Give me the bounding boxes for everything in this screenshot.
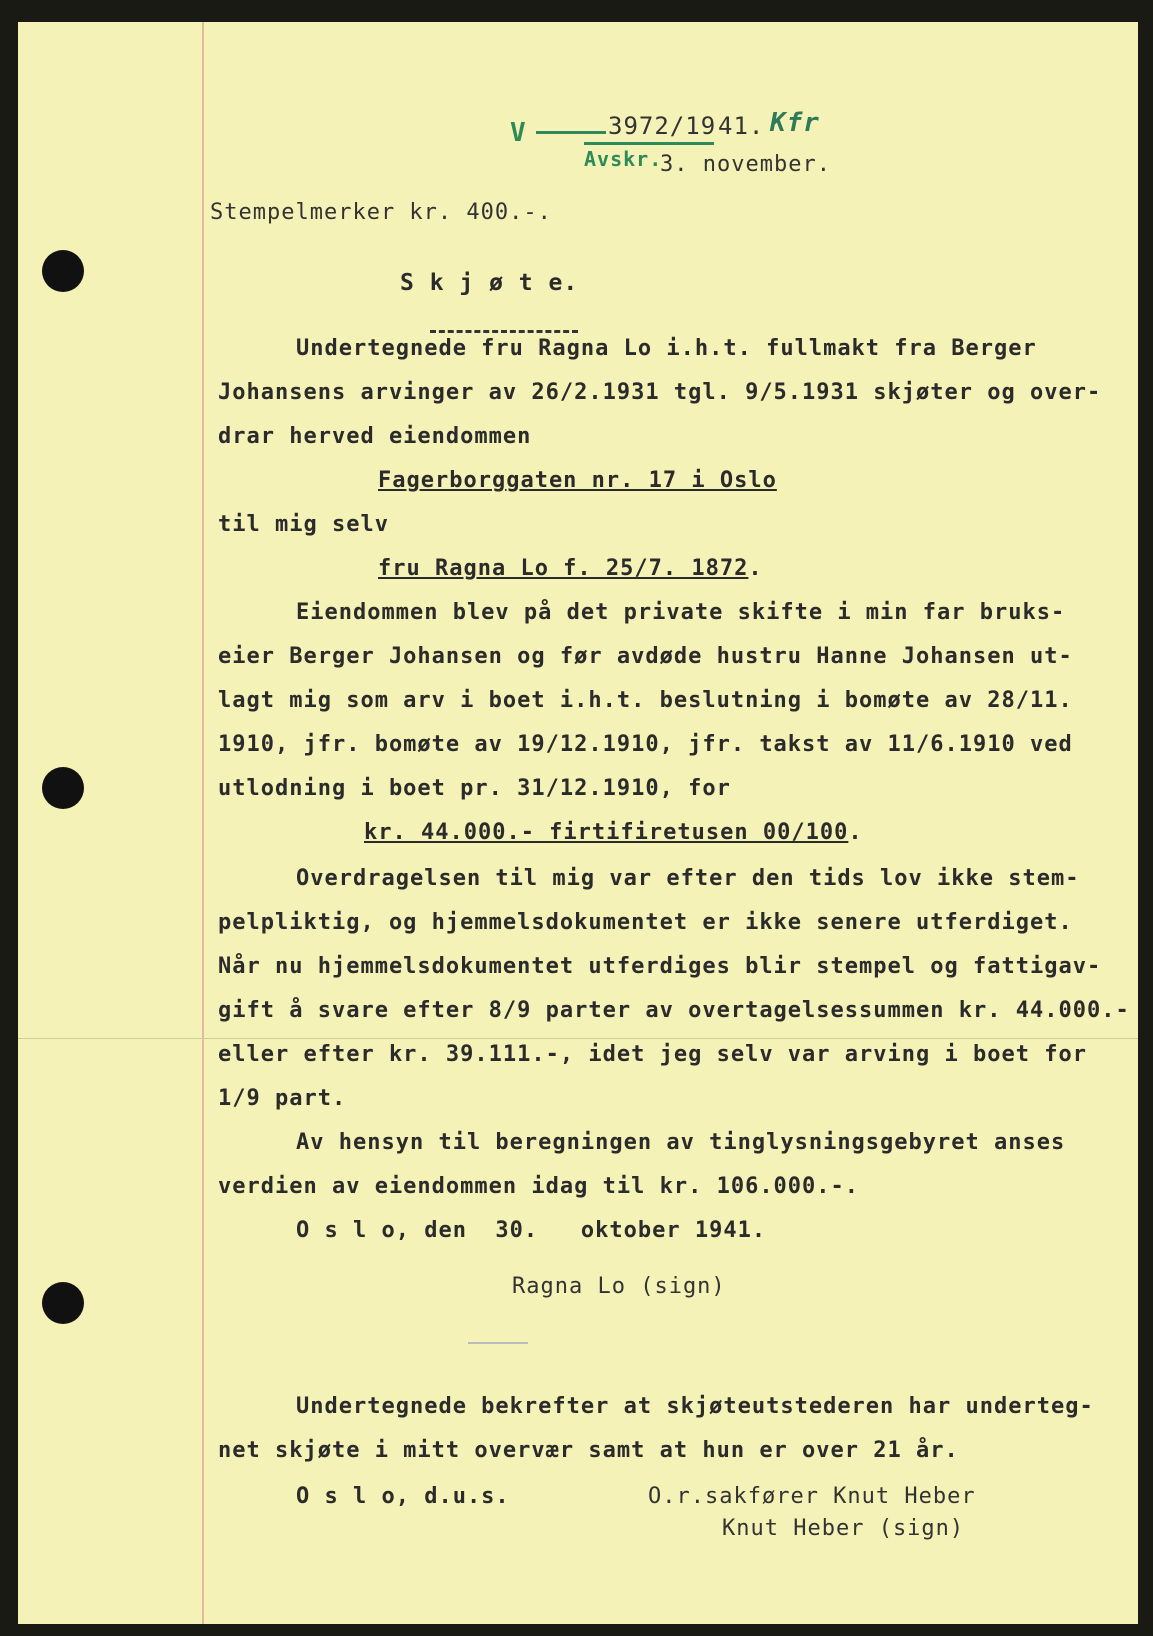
punch-hole-icon [42,1282,84,1324]
body-line: Eiendommen blev på det private skifte i min far bruks- [296,600,1066,625]
stamp-prefix: V [510,118,527,148]
document-title: S k j ø t e. [400,270,579,296]
margin-line [202,22,204,1624]
body-line: Når nu hjemmelsdokumentet utferdiges blir stempel og fattigav- [218,954,1102,979]
body-line: utlodning i boet pr. 31/12.1910, for [218,776,731,801]
body-line: gift å svare efter 8/9 parter av overtagelsessummen kr. 44.000.- [218,998,1130,1023]
punch-hole-icon [42,767,84,809]
stamp-underline [536,131,606,134]
place-date: O s l o, den 30. oktober 1941. [296,1218,767,1243]
fold-line [18,1038,1138,1039]
witness-signature: Knut Heber (sign) [722,1516,965,1541]
stamp-date: 3. november. [660,152,831,177]
punch-hole-icon [42,250,84,292]
witness-line: net skjøte i mitt overvær samt at hun er over 21 år. [218,1438,959,1463]
amount: kr. 44.000.- firtifiretusen 00/100 [364,820,849,845]
body-line: pelpliktig, og hjemmelsdokumentet er ikke senere utferdiget. [218,910,1073,935]
body-line: drar herved eiendommen [218,424,532,449]
stamp-year: 41. [718,112,765,140]
body-line: Johansens arvinger av 26/2.1931 tgl. 9/5.1931 skjøter og over- [218,380,1102,405]
stamp-avskr: Avskr. [584,147,663,171]
signature: Ragna Lo (sign) [512,1274,726,1299]
pen-mark [468,1342,528,1344]
body-line: eller efter kr. 39.111.-, idet jeg selv var arving i boet for [218,1042,1087,1067]
buyer-period: . [748,556,763,581]
stamp-initials: Kfr [770,108,820,138]
body-line: til mig selv [218,512,389,537]
body-line: 1910, jfr. bomøte av 19/12.1910, jfr. takst av 11/6.1910 ved [218,732,1073,757]
document-page [18,22,1138,1624]
body-line: eier Berger Johansen og før avdøde hustru Hanne Johansen ut- [218,644,1073,669]
property-address: Fagerborggaten nr. 17 i Oslo [378,468,777,493]
witness-place: O s l o, d.u.s. [296,1484,510,1509]
body-line: Overdragelsen til mig var efter den tids lov ikke stem- [296,866,1080,891]
title-underline [430,330,578,333]
stamp-rule [584,142,714,145]
stamp-fee-line: Stempelmerker kr. 400.-. [210,200,552,225]
amount-period: . [848,820,863,845]
buyer-name: fru Ragna Lo f. 25/7. 1872 [378,556,749,581]
body-line: verdien av eiendommen idag til kr. 106.000.-. [218,1174,860,1199]
witness-title: O.r.sakfører Knut Heber [648,1484,976,1509]
body-line: lagt mig som arv i boet i.h.t. beslutning i bomøte av 28/11. [218,688,1073,713]
stamp-number: 3972/19 [608,112,717,140]
body-line: Av hensyn til beregningen av tinglysningsgebyret anses [296,1130,1066,1155]
body-line: Undertegnede fru Ragna Lo i.h.t. fullmakt fra Berger [296,336,1037,361]
body-line: 1/9 part. [218,1086,347,1111]
witness-line: Undertegnede bekrefter at skjøteutstederen har underteg- [296,1394,1094,1419]
